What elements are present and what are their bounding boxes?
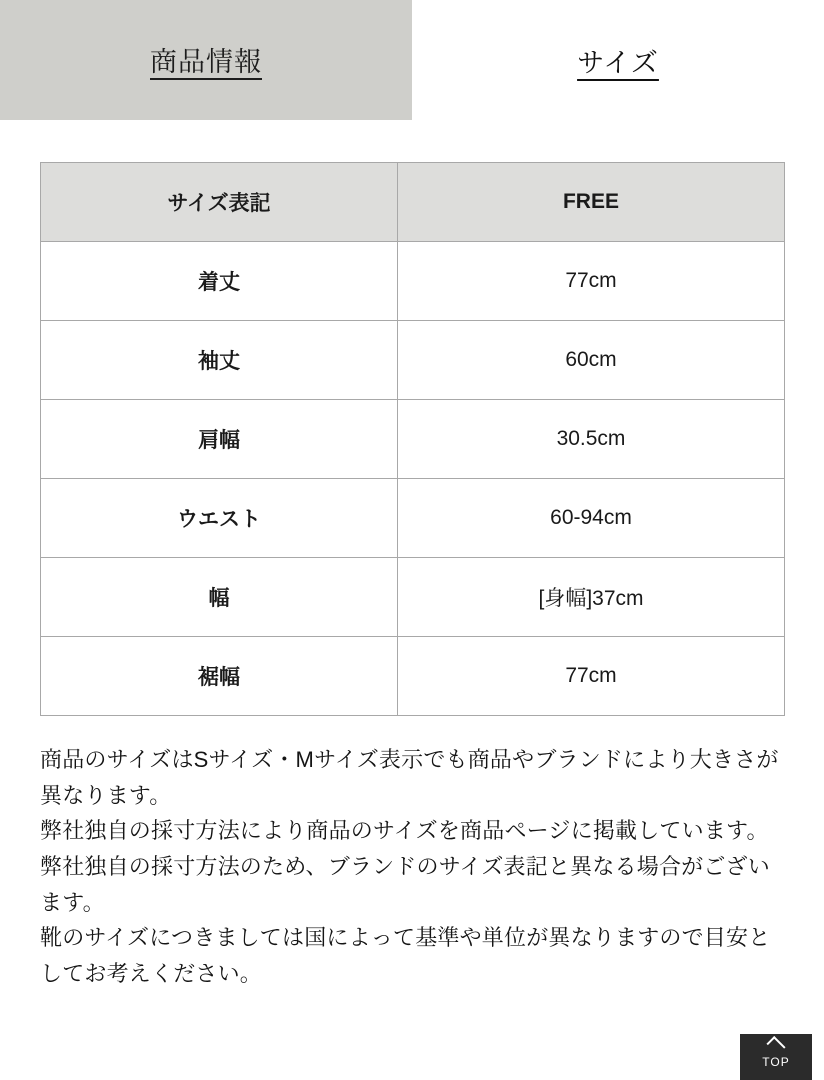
tab-product-info-label: 商品情報 xyxy=(150,47,262,77)
row-value: [身幅]37cm xyxy=(398,558,785,637)
table-row xyxy=(41,637,785,716)
size-notes xyxy=(0,716,824,991)
size-table-body xyxy=(41,242,785,716)
note-line: 商品のサイズはSサイズ・Mサイズ表示でも商品やブランドにより大きさが異なります。 xyxy=(40,747,779,808)
table-row xyxy=(41,242,785,321)
note-line: 靴のサイズにつきましては国によって基準や単位が異なりますので目安としてお考えください。 xyxy=(40,925,771,986)
row-value: 77cm xyxy=(398,637,785,716)
tab-size-label: サイズ xyxy=(577,47,659,78)
tab-size[interactable] xyxy=(412,0,824,120)
row-value: 30.5cm xyxy=(398,400,785,479)
column-header-size: FREE xyxy=(398,163,785,242)
chevron-up-icon xyxy=(766,1036,785,1055)
table-row xyxy=(41,400,785,479)
row-label: 幅 xyxy=(41,558,398,637)
row-value: 60-94cm xyxy=(398,479,785,558)
back-to-top-label: TOP xyxy=(762,1055,790,1069)
row-value: 77cm xyxy=(398,242,785,321)
row-label: 袖丈 xyxy=(41,321,398,400)
table-row xyxy=(41,321,785,400)
row-value: 60cm xyxy=(398,321,785,400)
table-header-row xyxy=(41,163,785,242)
tab-bar xyxy=(0,0,824,120)
size-table-head xyxy=(41,163,785,242)
row-label: 着丈 xyxy=(41,242,398,321)
row-label: ウエスト xyxy=(41,479,398,558)
size-table xyxy=(40,162,785,716)
size-table-container xyxy=(0,120,824,716)
table-row xyxy=(41,479,785,558)
column-header-measure: サイズ表記 xyxy=(41,163,398,242)
table-row xyxy=(41,558,785,637)
note-line: 弊社独自の採寸方法のため、ブランドのサイズ表記と異なる場合がございます。 xyxy=(40,853,770,915)
row-label: 裾幅 xyxy=(41,637,398,716)
note-line: 弊社独自の採寸方法により商品のサイズを商品ページに掲載しています。 xyxy=(40,818,769,844)
tab-product-info[interactable] xyxy=(0,0,412,120)
row-label: 肩幅 xyxy=(41,400,398,479)
back-to-top-button[interactable] xyxy=(740,1034,812,1080)
